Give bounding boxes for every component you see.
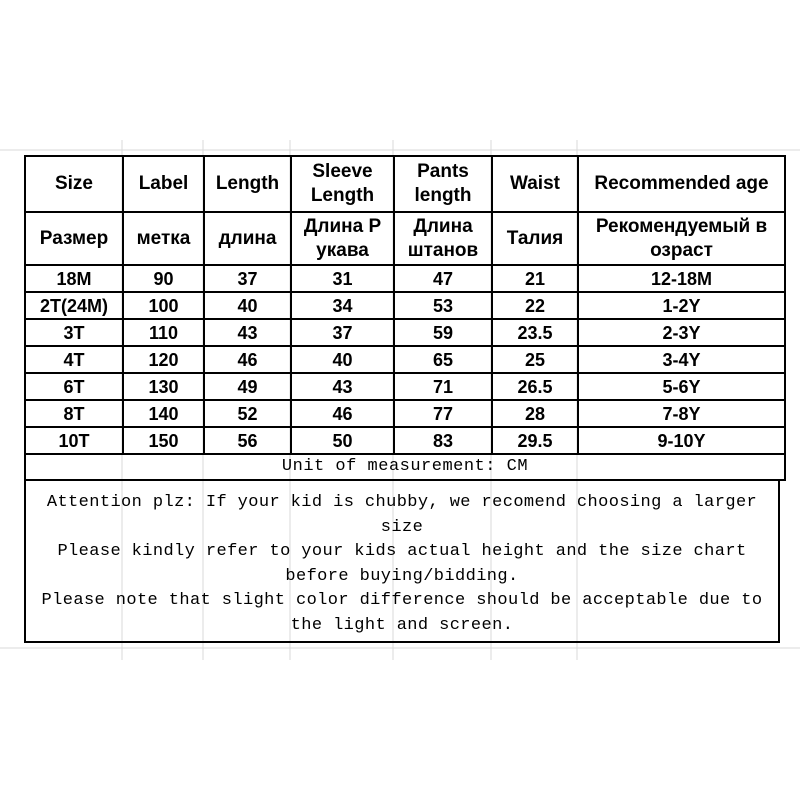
size-cell: 4T [25,346,123,373]
label-cell: 90 [123,265,204,292]
note-height: Please kindly refer to your kids actual height and the size chart before buying/bidding. [57,542,747,586]
sleeve-length-cell: 50 [291,427,394,454]
size-cell: 10T [25,427,123,454]
sleeve-length-cell: 40 [291,346,394,373]
table-row [25,400,785,427]
pants-length-cell: 53 [394,292,492,319]
size-cell: 2T(24M) [25,292,123,319]
waist-cell: 21 [492,265,578,292]
waist-cell: 22 [492,292,578,319]
length-cell: 43 [204,319,291,346]
header-cell: Length [204,156,291,212]
size-chart [24,155,784,643]
header-row-english [25,156,785,212]
age-cell: 5-6Y [578,373,785,400]
age-cell: 9-10Y [578,427,785,454]
header-cell: Pants length [394,156,492,212]
sleeve-length-cell: 34 [291,292,394,319]
header-cell: Recommended age [578,156,785,212]
age-cell: 1-2Y [578,292,785,319]
waist-cell: 26.5 [492,373,578,400]
label-cell: 140 [123,400,204,427]
sleeve-length-cell: 31 [291,265,394,292]
sleeve-length-cell: 43 [291,373,394,400]
waist-cell: 29.5 [492,427,578,454]
attention-notes [24,481,780,643]
header-cell: метка [123,212,204,265]
pants-length-cell: 59 [394,319,492,346]
age-cell: 7-8Y [578,400,785,427]
age-cell: 3-4Y [578,346,785,373]
header-row-russian [25,212,785,265]
table-row [25,319,785,346]
length-cell: 49 [204,373,291,400]
age-cell: 2-3Y [578,319,785,346]
header-cell: длина [204,212,291,265]
header-cell: Талия [492,212,578,265]
sleeve-length-cell: 37 [291,319,394,346]
header-cell: Размер [25,212,123,265]
label-cell: 150 [123,427,204,454]
header-cell: Waist [492,156,578,212]
pants-length-cell: 71 [394,373,492,400]
length-cell: 40 [204,292,291,319]
waist-cell: 25 [492,346,578,373]
header-cell: Длина штанов [394,212,492,265]
pants-length-cell: 47 [394,265,492,292]
header-cell: Рекомендуемый в озраст [578,212,785,265]
header-cell: Label [123,156,204,212]
note-chubby: Attention plz: If your kid is chubby, we recomend choosing a larger size [46,493,758,537]
length-cell: 46 [204,346,291,373]
length-cell: 56 [204,427,291,454]
size-table [24,155,786,481]
label-cell: 130 [123,373,204,400]
sleeve-length-cell: 46 [291,400,394,427]
size-cell: 18M [25,265,123,292]
pants-length-cell: 65 [394,346,492,373]
pants-length-cell: 77 [394,400,492,427]
table-row [25,292,785,319]
waist-cell: 23.5 [492,319,578,346]
table-row [25,373,785,400]
waist-cell: 28 [492,400,578,427]
size-cell: 3T [25,319,123,346]
unit-row [25,454,785,480]
header-cell: Sleeve Length [291,156,394,212]
length-cell: 37 [204,265,291,292]
pants-length-cell: 83 [394,427,492,454]
age-cell: 12-18M [578,265,785,292]
unit-of-measurement: Unit of measurement: CM [25,454,785,480]
table-row [25,346,785,373]
label-cell: 110 [123,319,204,346]
table-row [25,427,785,454]
size-cell: 6T [25,373,123,400]
header-cell: Size [25,156,123,212]
header-cell: Длина Р укава [291,212,394,265]
length-cell: 52 [204,400,291,427]
note-color: Please note that slight color difference should be acceptable due to the light and screen. [41,591,763,635]
table-row [25,265,785,292]
label-cell: 100 [123,292,204,319]
label-cell: 120 [123,346,204,373]
size-cell: 8T [25,400,123,427]
